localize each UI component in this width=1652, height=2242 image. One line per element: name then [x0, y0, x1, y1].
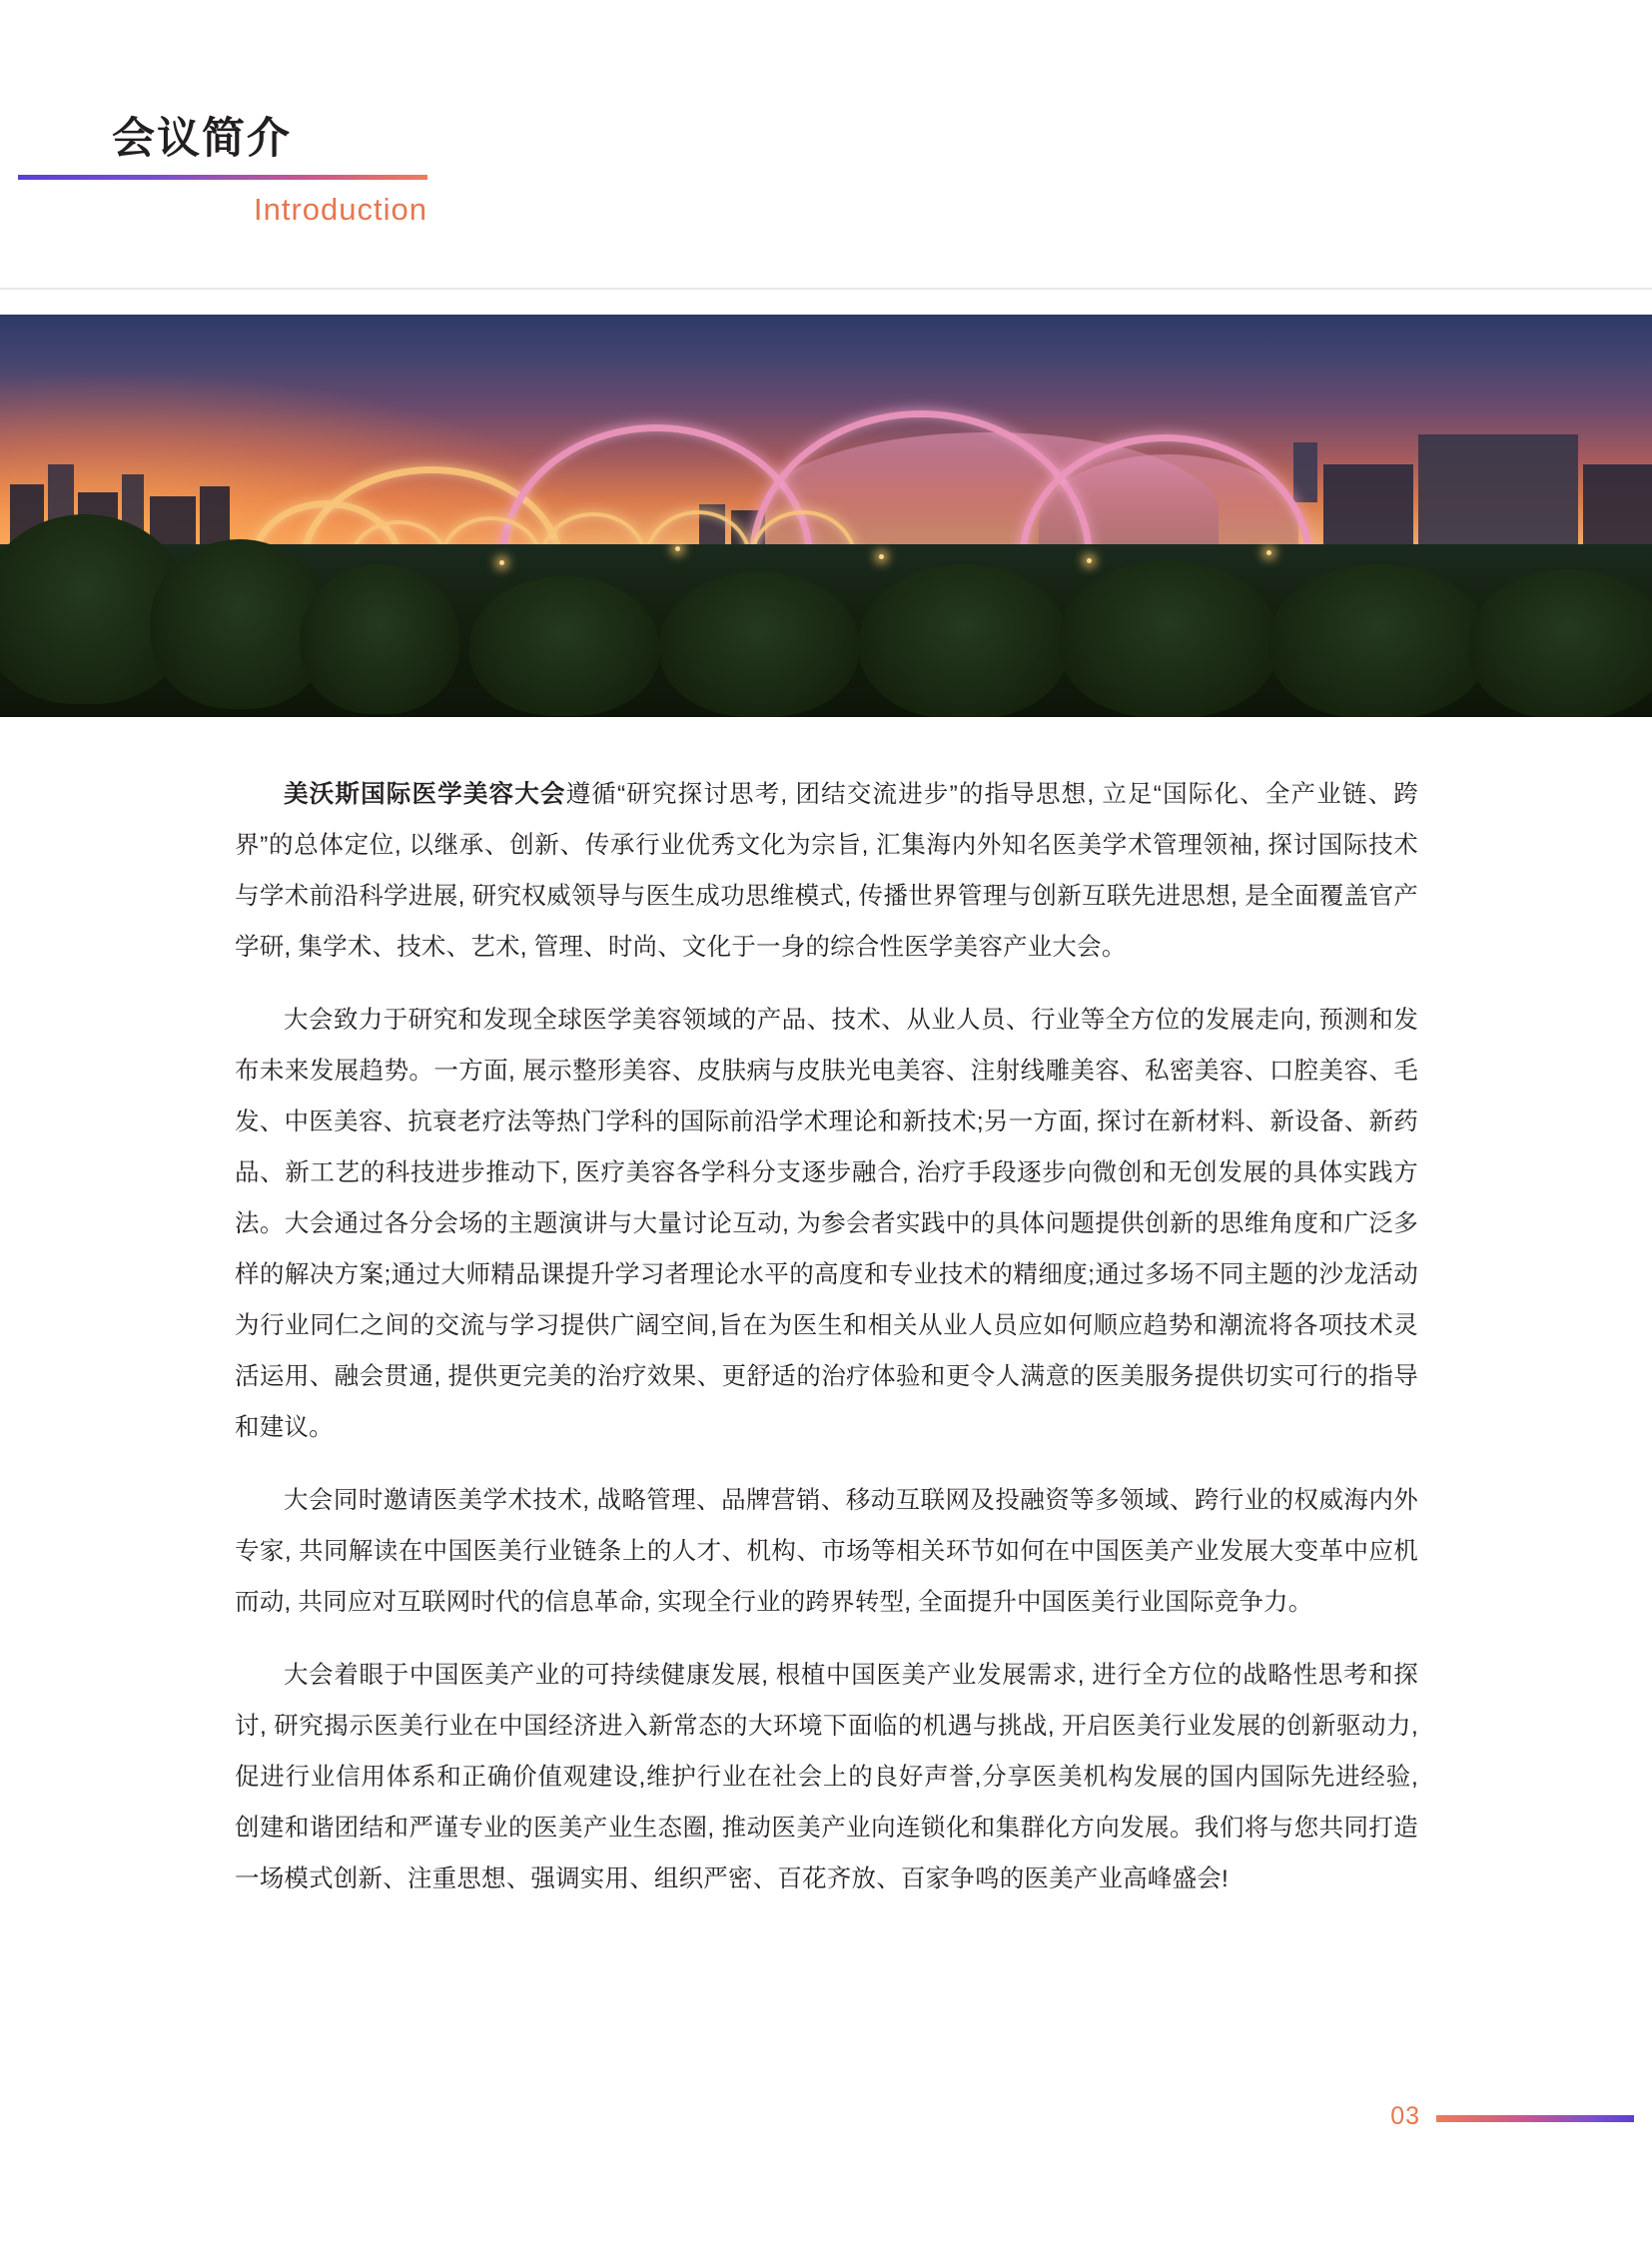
header-divider — [0, 288, 1652, 290]
street-lamp — [675, 546, 680, 551]
paragraph-3: 大会同时邀请医美学术技术, 战略管理、品牌营销、移动互联网及投融资等多领域、跨行业的权威海内外专家, 共同解读在中国医美行业链条上的人才、机构、市场等相关环节如何在中国医美产业发展大变革中应机而动, 共同应对互联网时代的信息革命, 实现全行业的跨界转型, 全面提升中国医美行业国际竞争力。 — [235, 1487, 1418, 1616]
page-footer — [0, 2102, 1652, 2162]
street-lamp — [879, 554, 884, 559]
tree — [659, 572, 859, 717]
tree — [469, 576, 659, 716]
street-lamp — [1266, 550, 1271, 555]
page-subtitle: Introduction — [254, 192, 427, 227]
paragraph-1-text: 遵循“研究探讨思考, 团结交流进步”的指导思想, 立足“国际化、全产业链、跨界”的总体定位, 以继承、创新、传承行业优秀文化为宗旨, 汇集海内外知名医美学术管理领袖, 探讨国际技术与学术前沿科学进展, 研究权威领导与医生成功思维模式, 传播世界管理与创新互联先进思想, 是全面覆盖官产学研, 集学术、技术、艺术, 管理、时尚、文化于一身的综合性医学美容产业大会。 — [235, 781, 1418, 961]
paragraph-1-lead: 美沃斯国际医学美容大会 — [284, 781, 566, 808]
page-title: 会议简介 — [112, 115, 292, 163]
page-number: 03 — [1390, 2102, 1420, 2130]
paragraph-4: 大会着眼于中国医美产业的可持续健康发展, 根植中国医美产业发展需求, 进行全方位的战略性思考和探讨, 研究揭示医美行业在中国经济进入新常态的大环境下面临的机遇与挑战, 开启医美行业发展的创新驱动力, 促进行业信用体系和正确价值观建设,维护行业在社会上的良好声誉,分享医美机构发展的国内国际先进经验, 创建和谐团结和严谨专业的医美产业生态圈, 推动医美产业向连锁化和集群化方向发展。我们将与您共同打造一场模式创新、注重思想、强调实用、组织严密、百花齐放、百家争鸣的医美产业高峰盛会! — [235, 1662, 1418, 1892]
tree — [300, 564, 459, 714]
tree — [859, 564, 1069, 717]
footer-gradient-rule — [1436, 2115, 1634, 2122]
paragraph-2: 大会致力于研究和发现全球医学美容领域的产品、技术、从业人员、行业等全方位的发展走向, 预测和发布未来发展趋势。一方面, 展示整形美容、皮肤病与皮肤光电美容、注射线雕美容、私密美容、口腔美容、毛发、中医美容、抗衰老疗法等热门学科的国际前沿学术理论和新技术;另一方面, 探讨在新材料、新设备、新药品、新工艺的科技进步推动下, 医疗美容各学科分支逐步融合, 治疗手段逐步向微创和无创发展的具体实践方法。大会通过各分会场的主题演讲与大量讨论互动, 为参会者实践中的具体问题提供创新的思维角度和广泛多样的解决方案;通过大师精品课提升学习者理论水平的高度和专业技术的精细度;通过多场不同主题的沙龙活动为行业同仁之间的交流与学习提供广阔空间,旨在为医生和相关从业人员应如何顺应趋势和潮流将各项技术灵活运用、融会贯通, 提供更完美的治疗效果、更舒适的治疗体验和更令人满意的医美服务提供切实可行的指导和建议。 — [235, 1007, 1418, 1441]
hero-image — [0, 315, 1652, 717]
street-lamp — [499, 560, 504, 565]
header-gradient-rule — [18, 175, 427, 180]
introduction-body — [235, 769, 1418, 1926]
street-lamp — [1087, 558, 1092, 563]
tree — [1268, 564, 1488, 717]
tree — [1468, 569, 1652, 717]
paragraph-1 — [235, 769, 1418, 973]
page-header — [0, 0, 1652, 300]
tree — [1059, 560, 1278, 717]
building — [1293, 442, 1317, 502]
